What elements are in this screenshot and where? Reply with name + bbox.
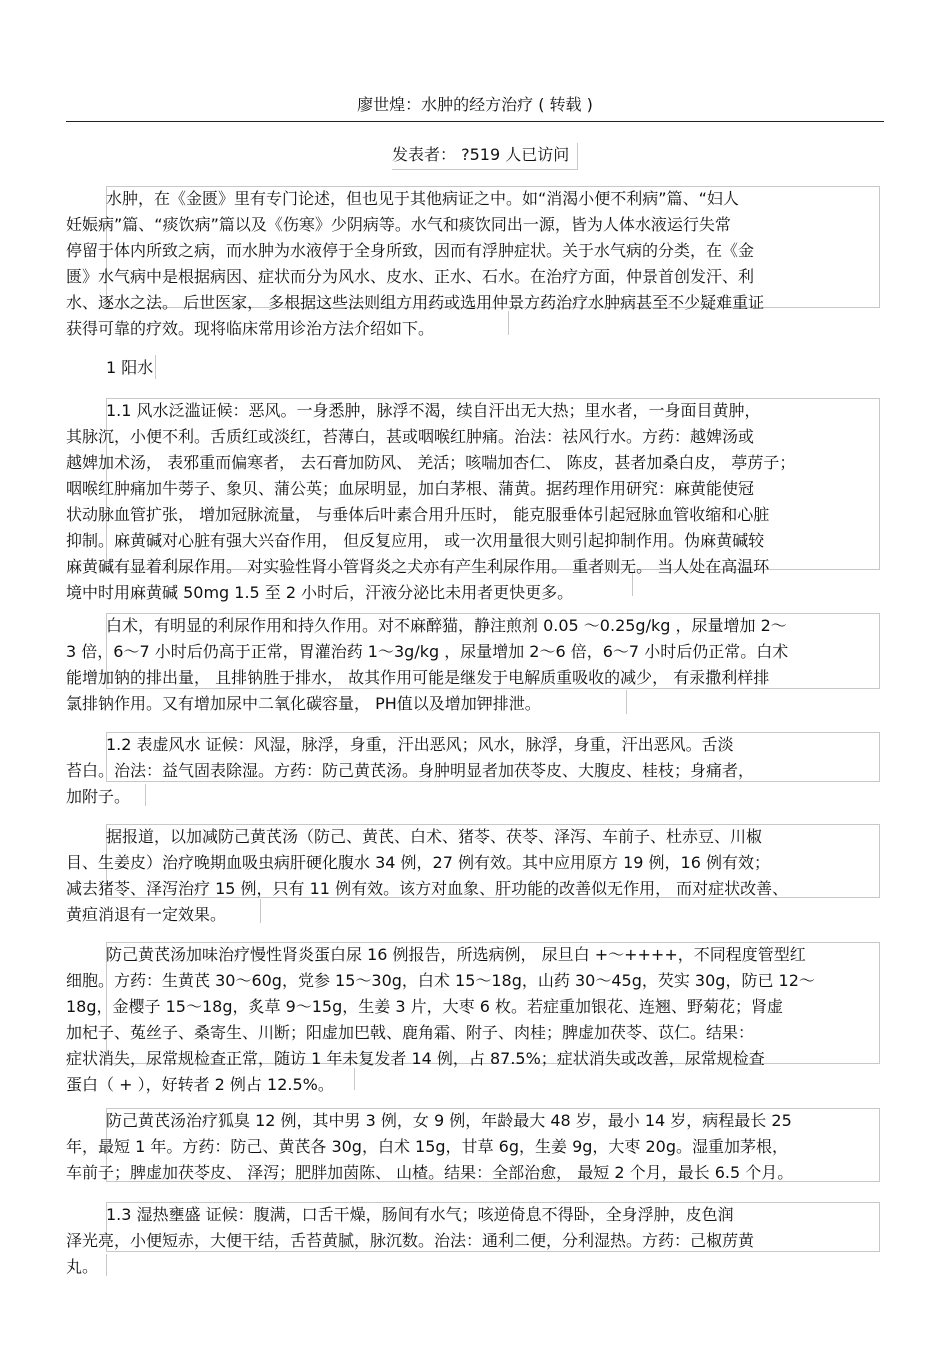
paragraph-report-2 xyxy=(66,942,815,1098)
text-line: 1 阳水 xyxy=(106,358,154,377)
text-line: 丸。 xyxy=(66,1257,99,1276)
text-line: 咽喉红肿痛加牛蒡子、象贝、蒲公英；血尿明显，加白茅根、蒲黄。据药理作用研究：麻黄能使冠 xyxy=(66,479,755,498)
title-divider xyxy=(66,121,884,122)
text-line: 苔白。治法：益气固表除湿。方药：防己黄芪汤。身肿明显者加茯苓皮、大腹皮、桂枝；身痛者， xyxy=(66,761,755,780)
paragraph-biaoxu xyxy=(66,732,754,810)
text-line: 细胞。方药：生黄芪 30～60g，党参 15～30g，白术 15～18g，山药 30～45g，芡实 30g，防已 12～ xyxy=(66,971,815,990)
paragraph-intro xyxy=(66,186,764,342)
text-line: 防己黄芪汤加味治疗慢性肾炎蛋白尿 16 例报告，所选病例， 尿旦白 +～++++，不同程度管型红 xyxy=(106,945,806,964)
text-line: 境中时用麻黄碱 50mg 1.5 至 2 小时后，汗液分泌比未用者更快更多。 xyxy=(66,583,574,602)
text-line: 其脉沉，小便不利。舌质红或淡红，苔薄白，甚或咽喉红肿痛。治法：祛风行水。方药：越婢汤或 xyxy=(66,427,755,446)
paragraph-baizhu xyxy=(66,613,788,717)
text-line: 获得可靠的疗效。现将临床常用诊治方法介绍如下。 xyxy=(66,319,435,338)
text-line: 18g，金樱子 15～18g，炙草 9～15g，生姜 3 片，大枣 6 枚。若症重加银花、连翘、野菊花；肾虚 xyxy=(66,997,783,1016)
text-line: 匮》水气病中是根据病因、症状而分为风水、皮水、正水、石水。在治疗方面，仲景首创发汗、利 xyxy=(66,267,755,286)
text-line: 加杞子、菟丝子、桑寄生、川断；阳虚加巴戟、鹿角霜、附子、肉桂；脾虚加茯苓、苡仁。结果： xyxy=(66,1023,755,1042)
heading-marker xyxy=(155,355,156,379)
text-line: 氯排钠作用。又有增加尿中二氧化碳容量， PH值以及增加钾排泄。 xyxy=(66,694,541,713)
text-line: 水、逐水之法。 后世医家， 多根据这些法则组方用药或选用仲景方药治疗水肿病甚至不少疑难重证 xyxy=(66,293,765,312)
paragraph-report-3 xyxy=(66,1108,793,1186)
paragraph-report-1 xyxy=(66,824,788,928)
text-line: 越婢加术汤， 表邪重而偏寒者， 去石膏加防风、 羌活；咳喘加杏仁、 陈皮，甚者加桑白皮， 葶苈子； xyxy=(66,453,796,472)
text-line: 防己黄芪汤治疗狐臭 12 例，其中男 3 例，女 9 例，年龄最大 48 岁，最小 14 岁，病程最长 25 xyxy=(106,1111,792,1130)
text-line: 年，最短 1 年。方药：防己、黄芪各 30g，白术 15g，甘草 6g，生姜 9g，大枣 20g。湿重加茅根， xyxy=(66,1137,789,1156)
text-line: 能增加钠的排出量， 且排钠胜于排水， 故其作用可能是继发于电解质重吸收的减少， 有汞撒利样排 xyxy=(66,668,770,687)
byline: 发表者： ?519 人已访问 xyxy=(392,143,578,170)
text-line: 1.3 湿热壅盛 证候：腹满，口舌干燥，肠间有水气；咳逆倚息不得卧，全身浮肿，皮色润 xyxy=(106,1205,734,1224)
text-line: 水肿，在《金匮》里有专门论述，但也见于其他病证之中。如“消渴小便不利病”篇、“妇人 xyxy=(106,189,739,208)
text-line: 抑制。麻黄碱对心脏有强大兴奋作用， 但反复应用， 或一次用量很大则引起抑制作用。伪麻黄碱较 xyxy=(66,531,765,550)
text-line: 黄疸消退有一定效果。 xyxy=(66,905,227,924)
text-line: 1.2 表虚风水 证候：风湿，脉浮，身重，汗出恶风；风水，脉浮，身重，汗出恶风。舌淡 xyxy=(106,735,734,754)
text-line: 妊娠病”篇、“痰饮病”篇以及《伤寒》少阴病等。水气和痰饮同出一源，皆为人体水液运行失常 xyxy=(66,215,731,234)
text-line: 目、生姜皮）治疗晚期血吸虫病肝硬化腹水 34 例，27 例有效。其中应用原方 19 例，16 例有效； xyxy=(66,853,770,872)
text-line: 3 倍，6～7 小时后仍高于正常，胃灌治药 1～3g/kg ，尿量增加 2～6 倍，6～7 小时后仍正常。白术 xyxy=(66,642,789,661)
text-line: 加附子。 xyxy=(66,787,131,806)
text-line: 减去猪苓、泽泻治疗 15 例，只有 11 例有效。该方对血象、肝功能的改善似无作用， 而对症状改善、 xyxy=(66,879,789,898)
section-heading xyxy=(106,355,153,381)
text-line: 麻黄碱有显着利尿作用。 对实验性肾小管肾炎之犬亦有产生利尿作用。 重者则无。 当人处在高温环 xyxy=(66,557,770,576)
text-line: 据报道，以加减防己黄芪汤（防己、黄芪、白术、猪苓、茯苓、泽泻、车前子、杜赤豆、川椒 xyxy=(106,827,763,846)
text-line: 蛋白（ + ），好转者 2 例占 12.5%。 xyxy=(66,1075,334,1094)
paragraph-fengshui xyxy=(66,398,795,606)
text-line: 白术，有明显的利尿作用和持久作用。对不麻醉猫，静注煎剂 0.05 ～0.25g/kg ，尿量增加 2～ xyxy=(106,616,787,635)
text-line: 泽光亮，小便短赤，大便干结，舌苔黄腻，脉沉数。治法：通利二便，分利湿热。方药：己椒苈黄 xyxy=(66,1231,755,1250)
text-line: 状动脉血管扩张， 增加冠脉流量， 与垂体后叶素合用升压时， 能克服垂体引起冠脉血管收缩和心脏 xyxy=(66,505,770,524)
text-line: 1.1 风水泛滥证候：恶风。一身悉肿，脉浮不渴，续自汗出无大热；里水者，一身面目黄肿， xyxy=(106,401,761,420)
text-line: 停留于体内所致之病，而水肿为水液停于全身所致，因而有浮肿症状。关于水气病的分类，在《金 xyxy=(66,241,755,260)
text-line: 症状消失，尿常规检查正常，随访 1 年未复发者 14 例，占 87.5%；症状消失或改善，尿常规检查 xyxy=(66,1049,765,1068)
paragraph-shire xyxy=(66,1202,754,1280)
text-line: 车前子；脾虚加茯苓皮、 泽泻；肥胖加茵陈、 山楂。结果：全部治愈， 最短 2 个月，最长 6.5 个月。 xyxy=(66,1163,794,1182)
page-title: 廖世煌：水肿的经方治疗 ( 转载 ) xyxy=(357,95,593,114)
